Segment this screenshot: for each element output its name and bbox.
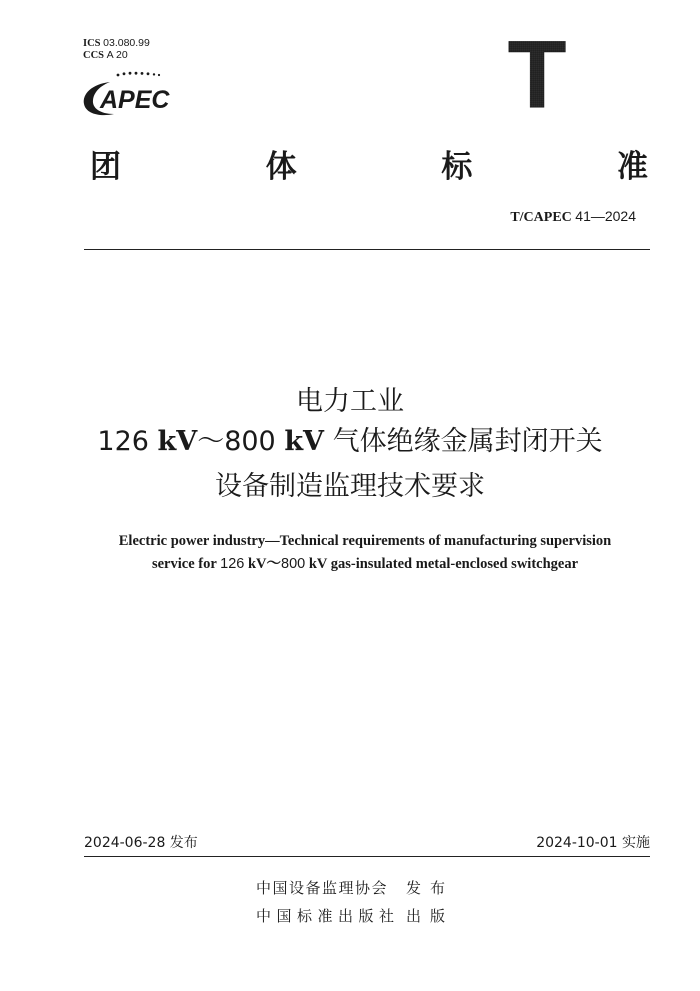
issuer-action: 发布 [406,879,455,897]
issuer-org: 中国设备监理协会 [256,879,389,897]
capec-logo-icon [80,70,188,118]
standard-letter-t [508,37,566,110]
release-date: 2024-06-28 发布 [84,835,198,851]
title-en-line2: service for 126 kV～800 kV gas-insulated metal-enclosed switchgear [151,556,579,572]
footer-divider [84,856,650,857]
std-type-char: 团 [90,149,121,185]
publisher-row [256,905,454,926]
logo-text: APEC [100,86,170,114]
ccs-code [83,49,128,62]
standard-number [510,208,636,226]
ccs-label: CCS [83,50,105,61]
title-cn-line3: 设备制造监理技术要求 [215,471,485,502]
title-cn-line2: 126 kV～800 kV 气体绝缘金属封闭开关 [97,426,603,457]
standard-number-value: 41—2024 [575,208,636,224]
ics-value: 03.080.99 [103,37,150,49]
standard-number-prefix: T/CAPEC [510,210,572,225]
std-type-char: 标 [441,149,473,185]
std-type-char: 准 [616,149,648,185]
publisher-org: 中国标准出版社 [256,907,400,925]
header-divider [84,249,650,250]
publisher-action: 出版 [406,907,455,925]
title-cn-line1: 电力工业 [296,386,404,417]
title-en-line1: Electric power industry—Technical requirements of manufacturing supervision [118,533,612,549]
standard-type-heading [90,141,648,185]
issuer-row [256,877,454,898]
std-type-char: 体 [265,149,297,185]
ccs-value: A 20 [106,49,128,61]
effective-date: 2024-10-01 实施 [536,835,650,851]
svg-text:T: T [508,37,566,110]
ics-label: ICS [83,38,101,49]
